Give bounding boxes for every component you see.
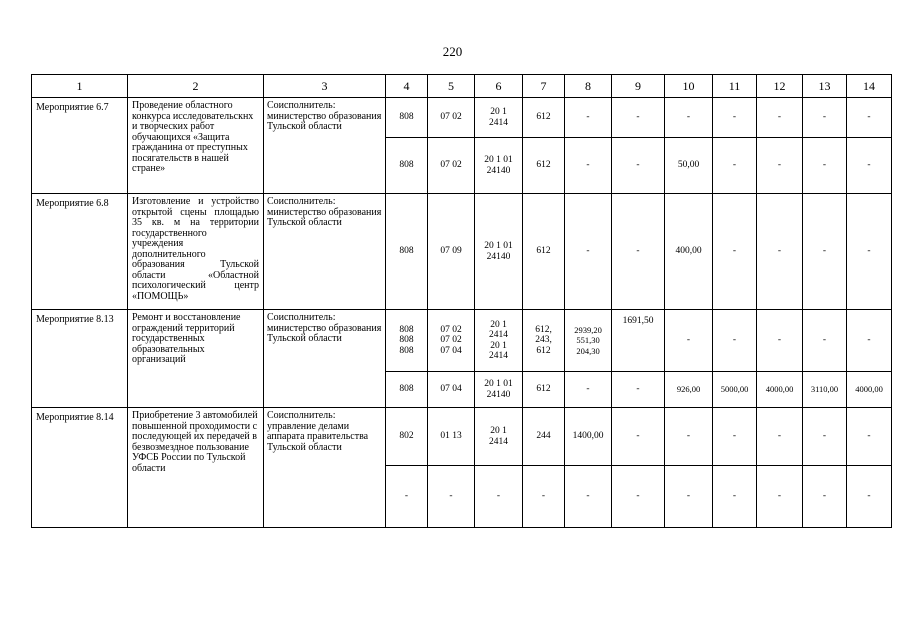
measure-label: Мероприятие 6.8 <box>32 194 128 310</box>
table-cell: - <box>803 466 847 528</box>
column-header: 8 <box>565 75 612 98</box>
table-cell: 07 02 <box>428 98 475 138</box>
column-header: 1 <box>32 75 128 98</box>
table-cell: 20 1 01 24140 <box>475 194 523 310</box>
measure-label: Мероприятие 6.7 <box>32 98 128 194</box>
table-cell: - <box>713 466 757 528</box>
table-cell: 4000,00 <box>847 372 892 408</box>
table-cell: 50,00 <box>665 138 713 194</box>
table-cell: 07 09 <box>428 194 475 310</box>
table-cell: - <box>565 194 612 310</box>
table-cell: - <box>757 408 803 466</box>
table-cell: - <box>847 138 892 194</box>
table-cell: - <box>665 408 713 466</box>
measure-description: Проведение областного конкурса исследовательскнх и творческих работ обучающихся «Защита гражданина от преступных посягательств в нашей стране» <box>128 98 264 194</box>
column-header: 10 <box>665 75 713 98</box>
table-cell: - <box>612 466 665 528</box>
table-cell: 07 02 07 02 07 04 <box>428 310 475 372</box>
table-cell: - <box>612 138 665 194</box>
table-cell: 1400,00 <box>565 408 612 466</box>
table-cell: - <box>612 372 665 408</box>
table-cell: - <box>713 408 757 466</box>
table-cell: 926,00 <box>665 372 713 408</box>
table-cell: - <box>757 310 803 372</box>
budget-table <box>31 74 892 528</box>
table-cell: - <box>565 372 612 408</box>
table-cell: - <box>847 98 892 138</box>
table-cell: - <box>803 408 847 466</box>
column-header: 2 <box>128 75 264 98</box>
table-cell: 20 1 2414 20 1 2414 <box>475 310 523 372</box>
table-cell: - <box>847 194 892 310</box>
table-cell: 612, 243, 612 <box>523 310 565 372</box>
table-cell: - <box>665 98 713 138</box>
column-header: 13 <box>803 75 847 98</box>
table-cell: 612 <box>523 372 565 408</box>
table-cell: - <box>475 466 523 528</box>
measure-coexecutor: Соисполнитель: министерство образования Тульской области <box>264 98 386 194</box>
table-row <box>32 98 892 138</box>
header-row <box>32 75 892 98</box>
measure-coexecutor: Соисполнитель: управление делами аппарата правительства Тульской области <box>264 408 386 528</box>
table-cell: - <box>757 194 803 310</box>
table-cell: 5000,00 <box>713 372 757 408</box>
measure-description: Приобретение 3 автомобилей повышенной проходимости с последующей их передачей в безвозмездное пользование УФСБ России по Тульской области <box>128 408 264 528</box>
measure-label: Мероприятие 8.14 <box>32 408 128 528</box>
table-cell: 2939,20 551,30 204,30 <box>565 310 612 372</box>
column-header: 6 <box>475 75 523 98</box>
page-number: 220 <box>442 44 463 59</box>
table-cell: 4000,00 <box>757 372 803 408</box>
table-cell: 808 <box>386 138 428 194</box>
table-cell: - <box>565 98 612 138</box>
table-cell: - <box>612 194 665 310</box>
table-cell: 20 1 2414 <box>475 98 523 138</box>
table-cell: 244 <box>523 408 565 466</box>
table-cell: - <box>386 466 428 528</box>
table-cell: 808 808 808 <box>386 310 428 372</box>
measure-coexecutor: Соисполнитель: министерство образования Тульской области <box>264 194 386 310</box>
table-cell: - <box>757 466 803 528</box>
column-header: 9 <box>612 75 665 98</box>
table-cell: - <box>428 466 475 528</box>
table-row <box>32 310 892 372</box>
table-cell: - <box>713 138 757 194</box>
table-cell: 802 <box>386 408 428 466</box>
column-header: 3 <box>264 75 386 98</box>
measure-description: Ремонт и восстановление ограждений территорий государственных образовательных организаций <box>128 310 264 408</box>
table-cell: 20 1 01 24140 <box>475 372 523 408</box>
table-cell: - <box>803 194 847 310</box>
measure-label: Мероприятие 8.13 <box>32 310 128 408</box>
table-cell: - <box>713 310 757 372</box>
table-cell: - <box>612 98 665 138</box>
table-cell: - <box>565 466 612 528</box>
table-row <box>32 194 892 310</box>
table-cell: 01 13 <box>428 408 475 466</box>
table-cell: 612 <box>523 98 565 138</box>
column-header: 5 <box>428 75 475 98</box>
table-cell: 20 1 01 24140 <box>475 138 523 194</box>
table-cell: - <box>803 138 847 194</box>
table-cell: 612 <box>523 194 565 310</box>
table-cell: - <box>803 310 847 372</box>
table-cell: 1691,50 <box>612 310 665 372</box>
table-cell: - <box>665 310 713 372</box>
column-header: 12 <box>757 75 803 98</box>
table-cell: 808 <box>386 372 428 408</box>
table-cell: - <box>565 138 612 194</box>
table-cell: - <box>803 98 847 138</box>
table-cell: - <box>757 138 803 194</box>
table-cell: - <box>612 408 665 466</box>
table-row <box>32 408 892 466</box>
column-header: 14 <box>847 75 892 98</box>
table-cell: 400,00 <box>665 194 713 310</box>
table-cell: - <box>847 466 892 528</box>
table-cell: 612 <box>523 138 565 194</box>
table-cell: - <box>713 194 757 310</box>
table-cell: 3110,00 <box>803 372 847 408</box>
table-cell: - <box>523 466 565 528</box>
column-header: 11 <box>713 75 757 98</box>
table-cell: 20 1 2414 <box>475 408 523 466</box>
column-header: 7 <box>523 75 565 98</box>
measure-description: Изготовление и устройство открытой сцены площадью 35 кв. м на территории государственного учреждения дополнительного образования Тульской области «Областной психологический центр «ПОМОЩЬ» <box>128 194 264 310</box>
table-cell: - <box>847 408 892 466</box>
table-cell: 07 04 <box>428 372 475 408</box>
table-cell: - <box>757 98 803 138</box>
measure-coexecutor: Соисполнитель: министерство образования Тульской области <box>264 310 386 408</box>
table-cell: - <box>713 98 757 138</box>
column-header: 4 <box>386 75 428 98</box>
table-cell: 808 <box>386 98 428 138</box>
table-cell: - <box>665 466 713 528</box>
table-cell: 808 <box>386 194 428 310</box>
table-cell: - <box>847 310 892 372</box>
table-cell: 07 02 <box>428 138 475 194</box>
